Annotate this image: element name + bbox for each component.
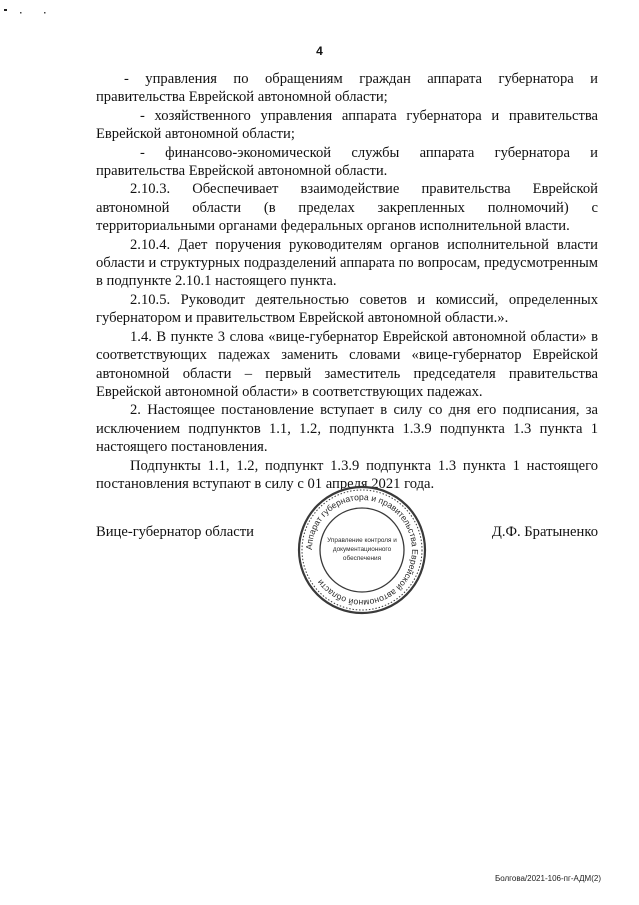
signatory-name: Д.Ф. Братыненко	[491, 524, 598, 540]
paragraph-subitems-effective: Подпункты 1.1, 1.2, подпункт 1.3.9 подпункта 1.3 пункта 1 настоящего постановления вступают в силу с 01 апреля 2021 года.	[96, 457, 598, 492]
paragraph-list-item-2: - хозяйственного управления аппарата губернатора и правительства Еврейской автономной области;	[96, 107, 598, 143]
footer-code: Болгова/2021-106-пг-АДМ(2)	[494, 874, 601, 883]
document-body	[96, 70, 598, 493]
paragraph-1-4: 1.4. В пункте 3 слова «вице-губернатор Еврейской автономной области» в соответствующих падежах заменить словами «вице-губернатор Еврейской автономной области – первый заместитель председателя правительства Еврейской автономной области» в соответствующих падежах.	[96, 328, 598, 400]
seal-center-line-2: документационного	[332, 546, 392, 553]
paragraph-2-10-4: 2.10.4. Дает поручения руководителям органов исполнительной власти области и структурных подразделений аппарата по вопросам, предусмотренным в подпункте 2.10.1 настоящего пункта.	[96, 236, 598, 290]
seal-ring-text: Аппарат губернатора и правительства Еврейской автономной области	[303, 491, 421, 609]
official-seal	[296, 484, 428, 616]
paragraph-list-item-3: - финансово-экономической службы аппарата губернатора и правительства Еврейской автономной области.	[96, 144, 598, 180]
paragraph-2-10-5: 2.10.5. Руководит деятельностью советов и комиссий, определенных губернатором и правительством Еврейской автономной области.».	[96, 291, 598, 327]
paragraph-2-10-3: 2.10.3. Обеспечивает взаимодействие правительства Еврейской автономной области (в пределах закрепленных полномочий) с территориальными органами федеральных органов исполнительной власти.	[96, 181, 598, 235]
signatory-position: Вице-губернатор области	[96, 524, 254, 540]
page-number: 4	[316, 44, 323, 58]
seal-center-line-1: Управление контроля и	[327, 537, 397, 544]
paragraph-effective-date: 2. Настоящее постановление вступает в силу со дня его подписания, за исключением подпунктов 1.1, 1.2, подпункта 1.3.9 подпункта 1.3 пункта 1 настоящего постановления.	[96, 402, 598, 456]
scan-specks	[0, 0, 80, 20]
paragraph-list-item-1: - управления по обращениям граждан аппарата губернатора и правительства Еврейской автономной области;	[96, 71, 598, 106]
seal-center-line-3: обеспечения	[342, 555, 382, 562]
